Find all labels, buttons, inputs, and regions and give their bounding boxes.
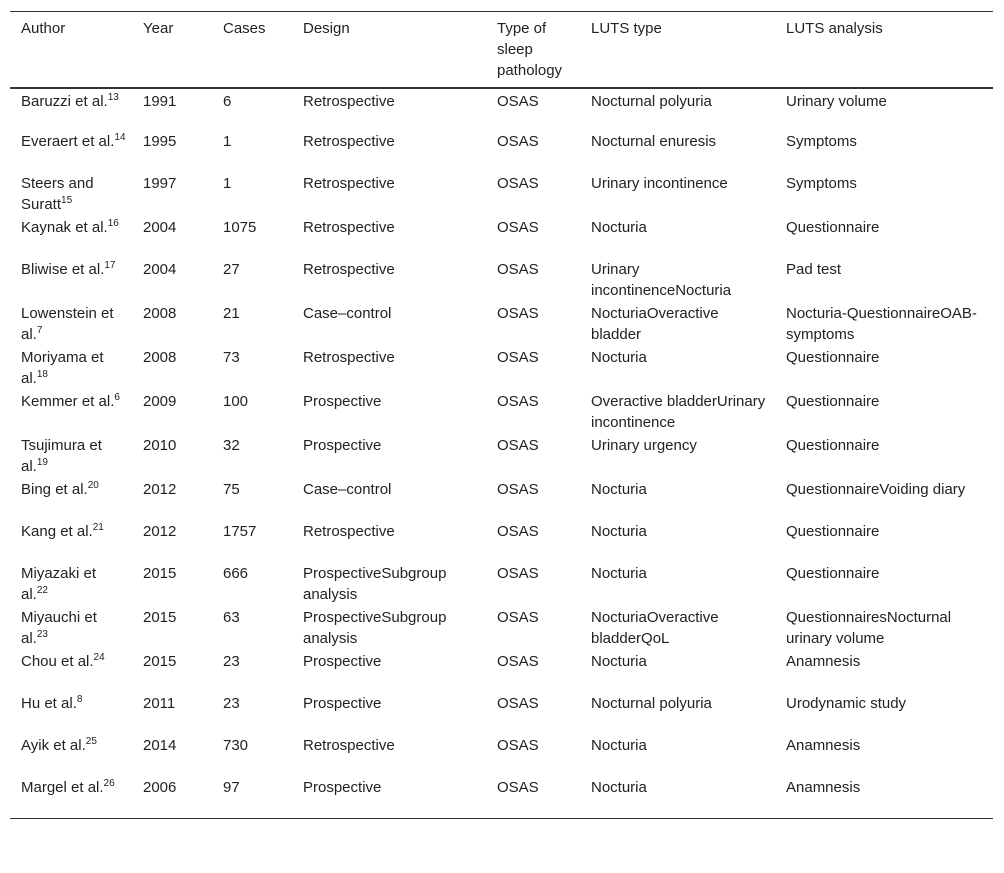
cell-year: 2004 <box>143 261 177 278</box>
cell-cases: 1757 <box>223 523 257 540</box>
reference-number: 20 <box>87 480 99 491</box>
cell-cases: 27 <box>223 261 240 278</box>
author-name: Tsujimura et al. <box>21 437 102 475</box>
cell-design: Retrospective <box>303 133 395 150</box>
cell-luts-type: Nocturia <box>591 653 647 670</box>
cell-pathology: OSAS <box>497 349 539 366</box>
table-row <box>10 520 993 562</box>
cell-cases: 100 <box>223 393 249 410</box>
cell-design: Retrospective <box>303 737 395 754</box>
table-row <box>10 258 993 302</box>
cell-luts-type: Nocturia <box>591 219 647 236</box>
cell-author <box>10 172 132 216</box>
reference-number: 16 <box>107 218 119 229</box>
reference-number: 7 <box>36 325 43 336</box>
table-row <box>10 562 993 606</box>
header-sleep-pathology: Type of sleep pathology <box>497 20 563 79</box>
cell-year: 1995 <box>143 133 177 150</box>
cell-cases: 730 <box>223 737 249 754</box>
cell-design: Case–control <box>303 481 392 498</box>
cell-year: 2011 <box>143 695 176 712</box>
cell-cases: 1 <box>223 133 232 150</box>
cell-luts-analysis: QuestionnaireVoiding diary <box>786 481 966 498</box>
cell-year: 2012 <box>143 481 177 498</box>
cell-year: 1997 <box>143 175 177 192</box>
table-row <box>10 302 993 346</box>
cell-year: 2015 <box>143 609 177 626</box>
cell-luts-analysis: Symptoms <box>786 133 857 150</box>
cell-luts-analysis: Questionnaire <box>786 219 880 236</box>
cell-author <box>10 734 132 776</box>
studies-table <box>10 11 993 819</box>
author-name: Chou et al. <box>21 653 94 670</box>
cell-luts-analysis: Pad test <box>786 261 842 278</box>
cell-design: ProspectiveSubgroup analysis <box>303 609 447 647</box>
studies-table-container <box>10 11 993 819</box>
reference-number: 26 <box>103 778 115 789</box>
cell-pathology: OSAS <box>497 393 539 410</box>
cell-luts-type: Nocturia <box>591 349 647 366</box>
cell-luts-analysis: Questionnaire <box>786 565 880 582</box>
cell-luts-analysis: Questionnaire <box>786 523 880 540</box>
cell-pathology: OSAS <box>497 779 539 796</box>
cell-pathology: OSAS <box>497 737 539 754</box>
cell-pathology: OSAS <box>497 437 539 454</box>
cell-luts-type: Nocturnal polyuria <box>591 695 712 712</box>
cell-pathology: OSAS <box>497 175 539 192</box>
reference-number: 17 <box>104 260 116 271</box>
cell-luts-analysis: Anamnesis <box>786 779 861 796</box>
cell-luts-analysis: Questionnaire <box>786 393 880 410</box>
cell-luts-analysis: Questionnaire <box>786 437 880 454</box>
cell-year: 2015 <box>143 565 177 582</box>
table-row <box>10 346 993 390</box>
cell-author <box>10 390 132 434</box>
author-name: Margel et al. <box>21 779 104 796</box>
cell-year: 2006 <box>143 779 177 796</box>
cell-pathology: OSAS <box>497 523 539 540</box>
cell-pathology: OSAS <box>497 261 539 278</box>
reference-number: 19 <box>36 457 48 468</box>
cell-luts-type: Urinary incontinenceNocturia <box>591 261 732 299</box>
cell-year: 2012 <box>143 523 177 540</box>
cell-author <box>10 650 132 692</box>
author-name: Kang et al. <box>21 523 93 540</box>
author-name: Moriyama et al. <box>21 349 104 387</box>
cell-design: Prospective <box>303 653 382 670</box>
cell-luts-type: Nocturnal enuresis <box>591 133 717 150</box>
cell-year: 2008 <box>143 305 177 322</box>
cell-year: 2004 <box>143 219 177 236</box>
table-row <box>10 606 993 650</box>
reference-number: 23 <box>36 629 48 640</box>
cell-author <box>10 776 132 818</box>
cell-cases: 666 <box>223 565 249 582</box>
table-row <box>10 776 993 818</box>
cell-luts-type: Nocturia <box>591 737 647 754</box>
cell-pathology: OSAS <box>497 481 539 498</box>
cell-luts-type: Nocturnal polyuria <box>591 93 712 110</box>
cell-author <box>10 478 132 520</box>
table-row <box>10 88 993 130</box>
cell-luts-analysis: QuestionnairesNocturnal urinary volume <box>786 609 952 647</box>
reference-number: 18 <box>36 369 48 380</box>
cell-pathology: OSAS <box>497 695 539 712</box>
author-name: Miyazaki et al. <box>21 565 97 603</box>
table-row <box>10 390 993 434</box>
cell-year: 2010 <box>143 437 177 454</box>
header-luts-analysis: LUTS analysis <box>786 20 883 37</box>
table-row <box>10 130 993 172</box>
reference-number: 22 <box>36 585 48 596</box>
cell-author <box>10 302 132 346</box>
cell-cases: 73 <box>223 349 240 366</box>
author-name: Kemmer et al. <box>21 393 115 410</box>
cell-cases: 23 <box>223 653 240 670</box>
table-body <box>10 88 993 818</box>
cell-pathology: OSAS <box>497 653 539 670</box>
reference-number: 21 <box>92 522 104 533</box>
reference-number: 13 <box>107 92 119 103</box>
cell-cases: 32 <box>223 437 240 454</box>
cell-luts-type: Nocturia <box>591 565 647 582</box>
cell-luts-analysis: Anamnesis <box>786 737 861 754</box>
cell-pathology: OSAS <box>497 305 539 322</box>
cell-pathology: OSAS <box>497 93 539 110</box>
cell-cases: 1075 <box>223 219 257 236</box>
cell-year: 2009 <box>143 393 177 410</box>
reference-number: 15 <box>61 195 73 206</box>
cell-design: Retrospective <box>303 175 395 192</box>
cell-luts-analysis: Urinary volume <box>786 93 887 110</box>
author-name: Hu et al. <box>21 695 77 712</box>
cell-cases: 75 <box>223 481 240 498</box>
cell-luts-type: Nocturia <box>591 779 647 796</box>
cell-design: Retrospective <box>303 93 395 110</box>
cell-author <box>10 562 132 606</box>
cell-cases: 1 <box>223 175 232 192</box>
table-row <box>10 734 993 776</box>
cell-luts-analysis: Anamnesis <box>786 653 861 670</box>
header-luts-type: LUTS type <box>591 20 662 37</box>
cell-author <box>10 88 132 130</box>
author-name: Steers and Suratt <box>21 175 94 213</box>
cell-cases: 97 <box>223 779 240 796</box>
cell-year: 1991 <box>143 93 177 110</box>
reference-number: 24 <box>93 652 105 663</box>
cell-luts-type: NocturiaOveractive bladderQoL <box>591 609 719 647</box>
cell-cases: 63 <box>223 609 240 626</box>
cell-author <box>10 346 132 390</box>
cell-luts-analysis: Symptoms <box>786 175 857 192</box>
table-row <box>10 434 993 478</box>
cell-luts-analysis: Questionnaire <box>786 349 880 366</box>
cell-luts-type: Overactive bladderUrinary incontinence <box>591 393 766 431</box>
header-year: Year <box>143 20 174 37</box>
cell-year: 2014 <box>143 737 177 754</box>
cell-cases: 23 <box>223 695 240 712</box>
author-name: Bliwise et al. <box>21 261 105 278</box>
cell-design: Retrospective <box>303 523 395 540</box>
cell-year: 2015 <box>143 653 177 670</box>
cell-author <box>10 692 132 734</box>
table-row <box>10 172 993 216</box>
cell-pathology: OSAS <box>497 219 539 236</box>
cell-design: Prospective <box>303 779 382 796</box>
cell-cases: 6 <box>223 93 232 110</box>
cell-luts-analysis: Urodynamic study <box>786 695 907 712</box>
cell-year: 2008 <box>143 349 177 366</box>
table-row <box>10 692 993 734</box>
cell-design: Retrospective <box>303 219 395 236</box>
header-row <box>10 12 993 89</box>
cell-luts-type: Nocturia <box>591 481 647 498</box>
cell-luts-type: Nocturia <box>591 523 647 540</box>
author-name: Everaert et al. <box>21 133 115 150</box>
reference-number: 6 <box>114 392 120 403</box>
cell-luts-type: NocturiaOveractive bladder <box>591 305 719 343</box>
cell-design: Prospective <box>303 437 382 454</box>
cell-author <box>10 130 132 172</box>
author-name: Lowenstein et al. <box>21 305 114 343</box>
author-name: Ayik et al. <box>21 737 86 754</box>
author-name: Baruzzi et al. <box>21 93 108 110</box>
cell-author <box>10 258 132 302</box>
cell-luts-type: Urinary incontinence <box>591 175 728 192</box>
cell-pathology: OSAS <box>497 609 539 626</box>
cell-luts-analysis: Nocturia-QuestionnaireOAB-symptoms <box>786 305 977 343</box>
reference-number: 8 <box>76 694 83 705</box>
cell-design: Prospective <box>303 695 382 712</box>
cell-design: Retrospective <box>303 261 395 278</box>
author-name: Bing et al. <box>21 481 88 498</box>
cell-design: Retrospective <box>303 349 395 366</box>
cell-design: ProspectiveSubgroup analysis <box>303 565 447 603</box>
cell-author <box>10 606 132 650</box>
cell-pathology: OSAS <box>497 565 539 582</box>
reference-number: 14 <box>114 132 126 143</box>
author-name: Kaynak et al. <box>21 219 108 236</box>
cell-design: Prospective <box>303 393 382 410</box>
cell-author <box>10 520 132 562</box>
header-design: Design <box>303 20 350 37</box>
table-row <box>10 216 993 258</box>
cell-cases: 21 <box>223 305 240 322</box>
header-cases: Cases <box>223 20 266 37</box>
cell-luts-type: Urinary urgency <box>591 437 697 454</box>
cell-author <box>10 434 132 478</box>
cell-author <box>10 216 132 258</box>
header-author: Author <box>21 20 66 37</box>
cell-design: Case–control <box>303 305 392 322</box>
author-name: Miyauchi et al. <box>21 609 97 647</box>
table-row <box>10 478 993 520</box>
table-header <box>10 12 993 89</box>
cell-pathology: OSAS <box>497 133 539 150</box>
reference-number: 25 <box>85 736 97 747</box>
table-row <box>10 650 993 692</box>
